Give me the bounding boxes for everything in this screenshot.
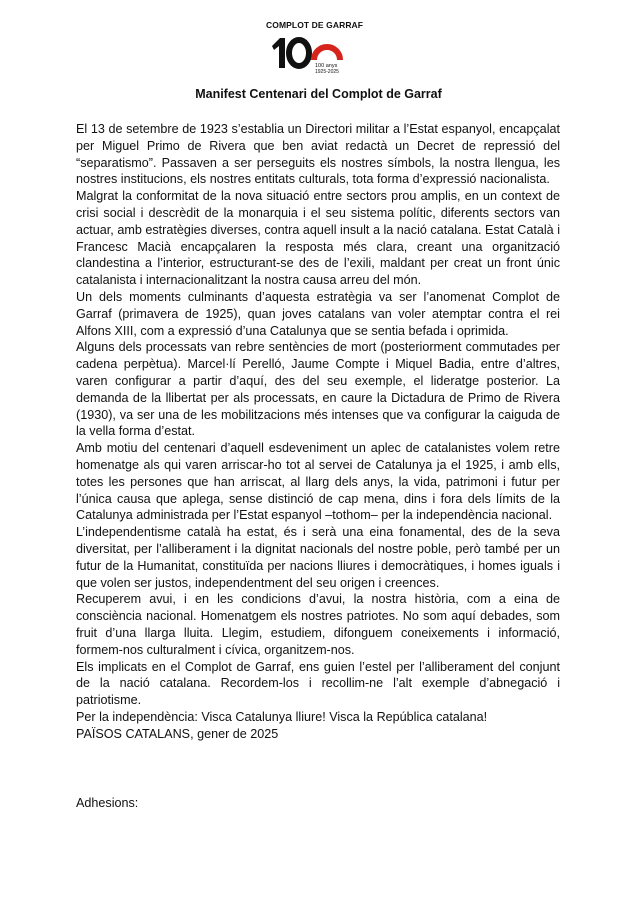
logo-digit-one	[272, 38, 285, 68]
paragraph-7: Recuperem avui, i en les condicions d’avui, la nostra història, com a eina de consciència nacional. Homenatgem els nostres patriotes. No som aquí debades, som fruit d’una llarga lluita. Llegim, estudiem, difonguem coneixements i informació, formem-nos culturalment i cívica, organitzem-nos.	[76, 592, 560, 657]
place-date: PAÏSOS CATALANS, gener de 2025	[76, 726, 279, 741]
paragraph-8: Els implicats en el Complot de Garraf, ens guien l’estel per l’alliberament del conjunt de la nació catalana. Recordem-los i recollim-ne l’alt exemple d’abnegació i patriotisme.	[76, 659, 560, 708]
logo-years-range: 1925-2025	[315, 69, 339, 75]
closing-slogan: Per la independència: Visca Catalunya lliure! Visca la República catalana!	[76, 709, 488, 724]
logo-red-arch	[314, 47, 340, 60]
document-title: Manifest Centenari del Complot de Garraf	[195, 87, 442, 101]
paragraph-5: Amb motiu del centenari d’aquell esdeveniment un aplec de catalanistes volem retre homenatge als qui varen arriscar-ho tot al servei de Catalunya ja el 1925, i amb ells, totes les persones que han arriscat, al llarg dels anys, la vida, patrimoni i futur per l’única causa que aplega, sense distinció de cap mena, dins i fora dels límits de la Catalunya administrada per l’Estat espanyol –tothom– per la independència nacional.	[76, 441, 560, 523]
logo-years-label: 100 anys	[315, 63, 338, 69]
paragraph-3: Un dels moments culminants d’aquesta estratègia va ser l’anomenat Complot de Garraf (primavera de 1925), quan joves catalans van voler atemptar contra el rei Alfons XIII, com a expressió d’una Catalunya que se sentia befada i oprimida.	[76, 289, 560, 338]
adhesions-label: Adhesions:	[76, 796, 139, 810]
paragraph-4: Alguns dels processats van rebre sentències de mort (posteriorment commutades per cadena perpètua). Marcel·lí Perelló, Jaume Compte i Miquel Badia, entre d’altres, varen configurar a partir d’aquí, des del seu exemple, el lideratge posterior. La demanda de la llibertat per als processats, en caure la Dictadura de Primo de Rivera (1930), va ser una de les mobilitzacions més intenses que va configurar la caiguda de la vella forma d’estat.	[76, 340, 560, 439]
paragraph-1: El 13 de setembre de 1923 s’establia un Directori militar a l’Estat espanyol, encapçalat per Miguel Primo de Rivera que ben aviat redactà un Decret de repressió del “separatismo”. Passaven a ser perseguits els nostres símbols, la nostra llengua, les nostres institucions, els nostres entitats culturals, tota forma d’expressió nacionalista.	[76, 122, 560, 187]
logo-top-text: COMPLOT DE GARRAF	[266, 20, 364, 30]
logo-digit-zero	[289, 40, 309, 66]
complot-garraf-logo	[266, 20, 364, 76]
manifest-body	[76, 121, 560, 742]
paragraph-2: Malgrat la conformitat de la nova situació entre sectors prou amplis, en un context de crisi social i descrèdit de la monarquia i el seu sistema polític, diferents sectors van actuar, amb estratègies diverses, contra aquell insult a la nació catalana. Estat Català i Francesc Macià encapçalaren la resposta més clara, creant una organització clandestina a l’interior, estructurant-se des de l’exili, maldant per creat un front únic catalanista i internacionalitzant la nostra causa arreu del món.	[76, 189, 560, 288]
paragraph-6: L’independentisme català ha estat, és i serà una eina fonamental, des de la seva diversitat, per l’alliberament i la dignitat nacionals del nostre poble, però també per un futur de la Humanitat, constituïda per nacions lliures i democràtiques, i homes iguals i que volen ser justos, independentment del seu origen i creences.	[76, 525, 560, 590]
centenary-100-logo	[266, 30, 352, 76]
